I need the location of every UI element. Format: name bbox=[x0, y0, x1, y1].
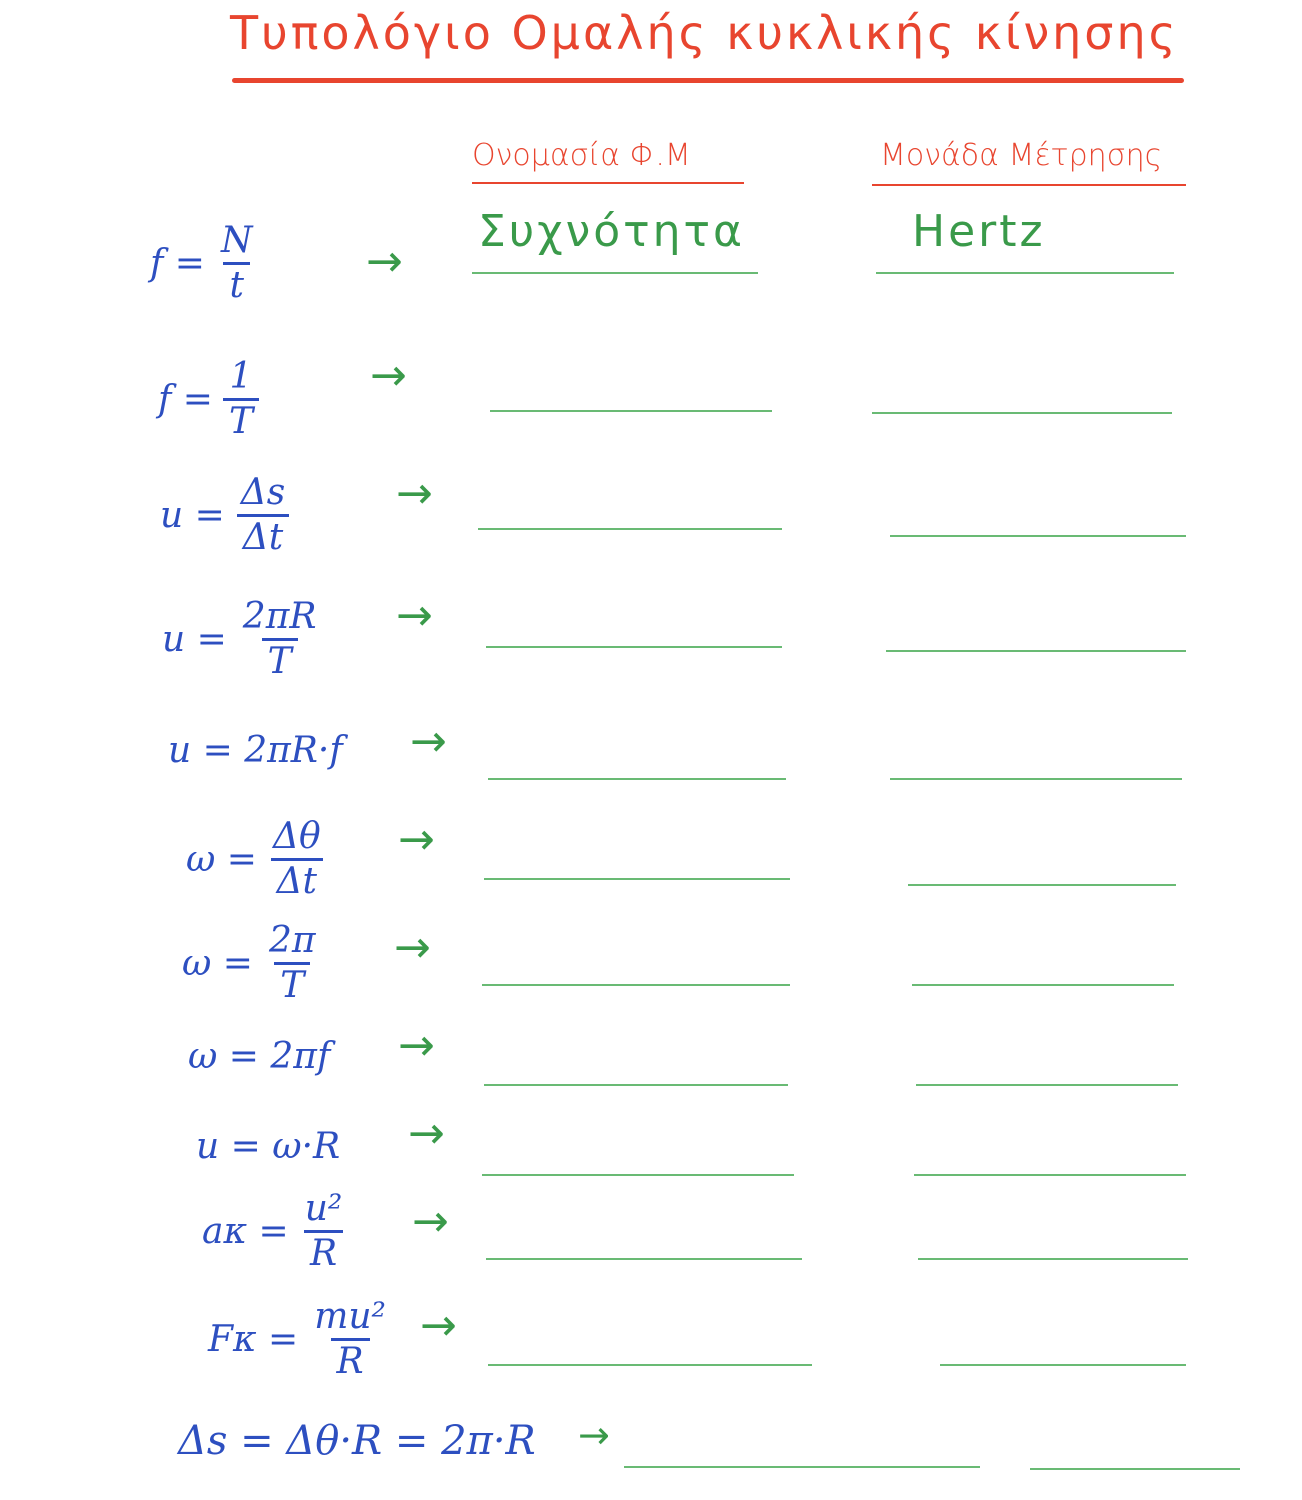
formula-row-11 bbox=[208, 1298, 392, 1381]
numerator: 1 bbox=[229, 356, 253, 397]
denominator: R bbox=[331, 1338, 370, 1381]
formula-lhs: f = bbox=[150, 242, 205, 284]
fraction bbox=[299, 1190, 349, 1273]
answer-name-line-row-12[interactable] bbox=[624, 1466, 980, 1468]
formula-row-7 bbox=[182, 922, 322, 1005]
answer-name-line-row-4[interactable] bbox=[486, 646, 782, 648]
answer-unit-line-row-12[interactable] bbox=[1030, 1468, 1240, 1470]
arrow-icon: → bbox=[396, 468, 433, 519]
numerator: 2πR bbox=[242, 596, 317, 637]
answer-unit-line-row-6[interactable] bbox=[908, 884, 1176, 886]
denominator: T bbox=[223, 398, 259, 441]
answer-unit-line-row-5[interactable] bbox=[890, 778, 1182, 780]
answer-name-line-row-6[interactable] bbox=[484, 878, 790, 880]
numerator: Δθ bbox=[272, 816, 321, 857]
fraction bbox=[267, 818, 327, 901]
arrow-icon: → bbox=[398, 1020, 435, 1071]
answer-name-line-row-10[interactable] bbox=[486, 1258, 802, 1260]
title-underline bbox=[232, 78, 1184, 83]
answer-unit-line-row-7[interactable] bbox=[912, 984, 1174, 986]
arrow-icon: → bbox=[578, 1413, 610, 1457]
formula-row-8: ω = 2πf bbox=[188, 1036, 331, 1077]
answer-unit-line-row-3[interactable] bbox=[890, 535, 1186, 537]
fraction bbox=[263, 922, 322, 1005]
answer-name-line-row-9[interactable] bbox=[482, 1174, 794, 1176]
formula-row-12: Δs = Δθ·R = 2π·R bbox=[178, 1418, 536, 1464]
formula-lhs: u = bbox=[162, 618, 227, 660]
answer-unit-row-1[interactable]: Hertz bbox=[912, 206, 1046, 257]
formula-lhs: u = bbox=[160, 494, 225, 536]
answer-name-line-row-5[interactable] bbox=[488, 778, 786, 780]
formula-row-2 bbox=[158, 358, 259, 441]
numerator: Δs bbox=[240, 472, 286, 513]
answer-name-line-row-11[interactable] bbox=[488, 1364, 812, 1366]
answer-unit-line-row-9[interactable] bbox=[914, 1174, 1186, 1176]
numerator: 2π bbox=[268, 920, 316, 961]
numerator: mu² bbox=[314, 1296, 386, 1337]
answer-name-line-row-2[interactable] bbox=[490, 410, 772, 412]
arrow-icon: → bbox=[410, 716, 447, 767]
answer-unit-line-row-8[interactable] bbox=[916, 1084, 1178, 1086]
arrow-icon: → bbox=[366, 236, 403, 287]
formula-lhs: Fκ = bbox=[208, 1318, 299, 1360]
answer-unit-line-row-2[interactable] bbox=[872, 412, 1172, 414]
answer-unit-line-row-10[interactable] bbox=[918, 1258, 1188, 1260]
formula-lhs: f = bbox=[158, 378, 213, 420]
formula-row-4 bbox=[162, 598, 322, 681]
denominator: Δt bbox=[237, 514, 289, 557]
header-name-underline bbox=[472, 182, 744, 184]
denominator: t bbox=[223, 262, 249, 305]
formula-row-1 bbox=[150, 222, 258, 305]
fraction bbox=[308, 1298, 392, 1381]
answer-unit-line-row-1[interactable] bbox=[876, 272, 1174, 274]
arrow-icon: → bbox=[412, 1196, 449, 1247]
arrow-icon: → bbox=[420, 1300, 457, 1351]
arrow-icon: → bbox=[396, 590, 433, 641]
formula-row-10 bbox=[202, 1190, 348, 1273]
fraction bbox=[237, 598, 323, 681]
formula-row-6 bbox=[186, 818, 327, 901]
formula-lhs: ω = bbox=[182, 942, 253, 984]
formula-row-3 bbox=[160, 474, 291, 557]
answer-name-line-row-1[interactable] bbox=[472, 272, 758, 274]
header-name-column: Ονομασία Φ.Μ bbox=[472, 138, 691, 173]
answer-name-row-1[interactable]: Συχνότητα bbox=[478, 206, 746, 257]
formula-lhs: aκ = bbox=[202, 1210, 289, 1252]
numerator: u² bbox=[304, 1188, 343, 1229]
fraction bbox=[215, 222, 259, 305]
answer-name-line-row-3[interactable] bbox=[478, 528, 782, 530]
denominator: Δt bbox=[271, 858, 323, 901]
arrow-icon: → bbox=[408, 1108, 445, 1159]
fraction bbox=[235, 474, 291, 557]
answer-name-line-row-7[interactable] bbox=[482, 984, 790, 986]
answer-name-line-row-8[interactable] bbox=[484, 1084, 788, 1086]
denominator: T bbox=[274, 962, 310, 1005]
header-unit-underline bbox=[872, 184, 1186, 186]
arrow-icon: → bbox=[370, 350, 407, 401]
denominator: T bbox=[262, 638, 298, 681]
page-title: Τυπολόγιο Ομαλής κυκλικής κίνησης bbox=[230, 6, 1179, 60]
arrow-icon: → bbox=[394, 922, 431, 973]
numerator: N bbox=[220, 220, 253, 261]
formula-row-9: u = ω·R bbox=[196, 1126, 341, 1167]
fraction bbox=[223, 358, 259, 441]
arrow-icon: → bbox=[398, 814, 435, 865]
answer-unit-line-row-11[interactable] bbox=[940, 1364, 1186, 1366]
header-unit-column: Μονάδα Μέτρησης bbox=[880, 138, 1163, 173]
denominator: R bbox=[304, 1230, 343, 1273]
formula-row-5: u = 2πR·f bbox=[168, 730, 343, 771]
formula-lhs: ω = bbox=[186, 838, 257, 880]
answer-unit-line-row-4[interactable] bbox=[886, 650, 1186, 652]
